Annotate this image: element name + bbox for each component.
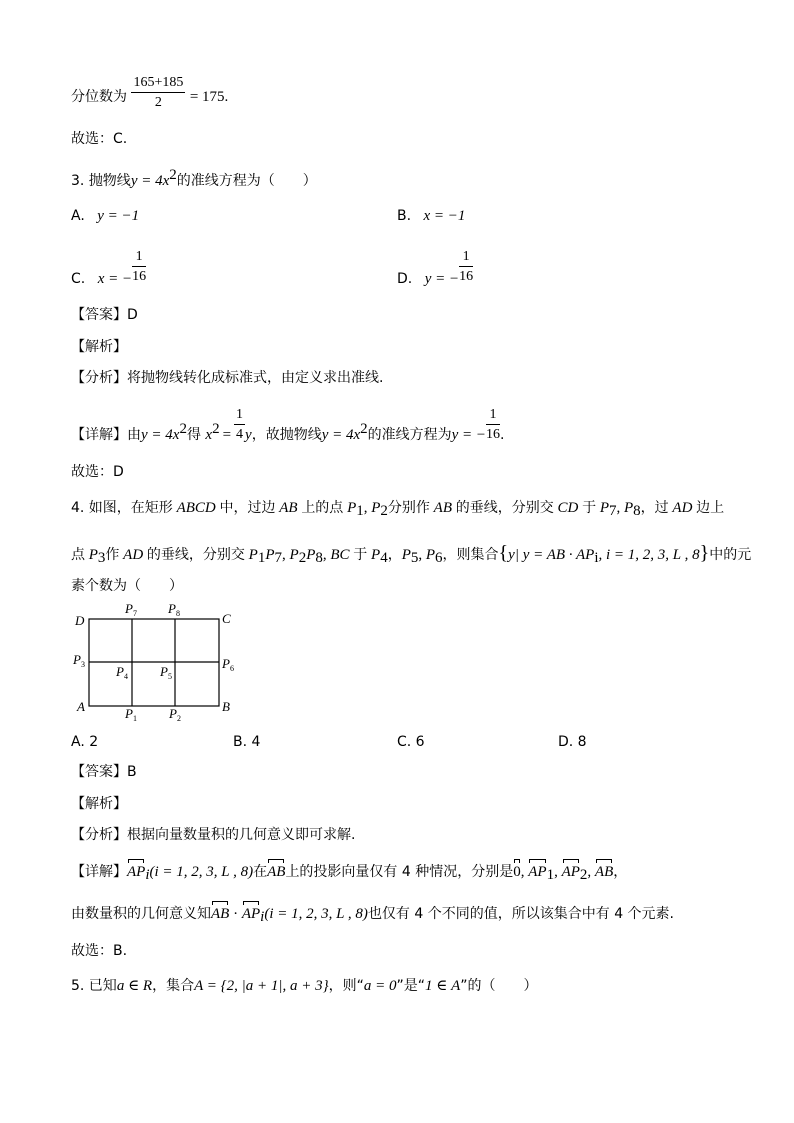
q3-detail-de: 得: [186, 427, 201, 443]
q5-text-d: ，则“: [328, 978, 364, 994]
q5-set: A = {2, |a + 1|, a + 3}: [194, 978, 329, 994]
q3-answer: 【答案】D: [71, 307, 138, 323]
q3-option-c-label: C.: [71, 271, 86, 287]
frac-denominator: 16: [132, 269, 147, 284]
sub-p7: 7: [133, 609, 137, 618]
q3-option-b-value: x = −1: [423, 208, 466, 224]
q3-detail-equals: =: [222, 427, 232, 443]
q4-detail: 【详解】$AP_i(i = 1$, 2, 3, L , 8)在AB上的投影向量仅有 4 种情况，分别是0, $AP_1$, $AP_2$, AB，: [71, 864, 628, 883]
sub-p2: 2: [177, 714, 181, 723]
q4-text-6: 于: [582, 500, 597, 516]
q4-text-14: ，则集合: [442, 547, 499, 563]
q4-conclusion-a: 由数量积的几何意义知: [71, 906, 211, 922]
q4-text-16: 素个数为（ ）: [71, 578, 183, 594]
q4-solution-heading: 【解析】: [71, 796, 127, 812]
q3-analysis: 【分析】将抛物线转化成标准式，由定义求出准线.: [71, 370, 384, 386]
q3-detail-y: y: [245, 427, 252, 443]
q5-text-h: ”的（ ）: [460, 978, 538, 994]
label-p3: P: [73, 652, 81, 667]
q5-text-c: ，集合: [152, 978, 195, 994]
label-p8: P: [168, 601, 176, 616]
q4-detail-range: (i = 1, 2, 3, L , 8): [149, 864, 254, 880]
q4-detail-mid: 在: [253, 864, 268, 880]
q4-text-12: 于: [353, 547, 368, 563]
q4-set-range: , i = 1, 2, 3, L , 8: [598, 547, 700, 563]
sub-p8: 8: [176, 609, 180, 618]
q4-detail-mid2: 上的投影向量仅有 4 种情况，分别是: [285, 864, 514, 880]
label-d: D: [75, 613, 85, 628]
q5-text-f: ”是“: [396, 978, 426, 994]
label-p6: P: [222, 656, 230, 671]
q4-line1: 4. 如图，在矩形 ABCD 中，过边 AB 上的点 $P_1$, $P_2$分别作 AB 的垂线，分别交 CD 于 $P_7$, $P_8$，过 AD 边上: [71, 500, 725, 519]
q3-option-b-label: B.: [397, 208, 412, 224]
q4-text-13: ，: [387, 547, 402, 563]
q3-option-c-value: x = −: [97, 271, 133, 287]
q4-analysis: 【分析】根据向量数量积的几何意义即可求解.: [71, 827, 356, 843]
q3-solution-heading: 【解析】: [71, 339, 127, 355]
q4-option-b: B. 4: [233, 734, 261, 750]
q4-option-d: D. 8: [558, 734, 587, 750]
text-median-value: = 175.: [189, 89, 229, 105]
q4-text-2: 中，过边: [219, 500, 276, 516]
q3-option-a-label: A.: [71, 208, 85, 224]
label-p1: P: [125, 706, 133, 721]
label-p4: P: [116, 664, 124, 679]
frac-numerator: 165+185: [131, 76, 185, 93]
q3-option-a: [71, 209, 139, 224]
frac-denominator: 16: [486, 427, 501, 442]
label-p2: P: [169, 706, 177, 721]
q3-detail-eq2: x: [205, 427, 213, 443]
q3-detail-end: .: [500, 427, 505, 443]
q4-text-1: 4. 如图，在矩形: [71, 500, 173, 516]
q4-text-7: ，过: [640, 500, 669, 516]
q4-detail-end: ，: [613, 864, 628, 880]
question-5: [71, 979, 538, 994]
q4-conclusion-c: 也仅有 4 个不同的值，所以该集合中有 4 个元素.: [367, 906, 675, 922]
q5-cond-a: a = 0: [363, 978, 397, 994]
q4-text-8: 边上: [696, 500, 725, 516]
label-p7: P: [125, 601, 133, 616]
sub-p1: 1: [133, 714, 137, 723]
sub-p4: 4: [124, 672, 128, 681]
q4-answer: 【答案】B: [71, 764, 137, 780]
rectangle-figure: [68, 600, 248, 725]
fraction-median: [131, 76, 185, 110]
q3-detail-mid2: 的准线方程为: [367, 427, 452, 443]
q5-condition: a ∈ R: [116, 978, 153, 994]
label-p5: P: [160, 664, 168, 679]
frac-numerator: 1: [234, 408, 245, 425]
q3-number: 3.: [71, 173, 85, 189]
fraction-d: [459, 250, 473, 284]
q3-detail-eq1: y = 4x: [141, 427, 180, 443]
q3-detail-mid: ，故抛物线: [251, 427, 322, 443]
q4-option-c: C. 6: [397, 734, 425, 750]
q4-line2: 点 $P_3$作 AD 的垂线，分别交 $P_1P_7$, $P_2P_8$, BC 于 $P_4$，$P_5$, $P_6$，则集合{y| y = AB · $AP_i$, i = 1, 2, 3, L , 8}中的元: [71, 542, 752, 566]
q3-text-a: 抛物线: [88, 173, 131, 189]
fraction-c: [132, 250, 146, 284]
q4-text-3: 上的点: [301, 500, 344, 516]
q5-text-a: 5. 已知: [71, 978, 117, 994]
q3-choice: 故选：D: [71, 464, 124, 480]
q3-option-d: [397, 249, 474, 287]
frac-numerator: 1: [132, 250, 146, 267]
q4-option-a: A. 2: [71, 734, 99, 750]
sub-p5: 5: [168, 672, 172, 681]
fraction-16: [486, 408, 500, 442]
q4-conclusion: 由数量积的几何意义知AB · $AP_i(i = 1$, 2, 3, L , 8)也仅有 4 个不同的值，所以该集合中有 4 个元素.: [71, 906, 675, 925]
q4-conclusion-range: (i = 1, 2, 3, L , 8): [264, 906, 368, 922]
frac-denominator: 4: [236, 427, 244, 442]
q3-detail-prefix: 【详解】由: [71, 427, 141, 443]
q3-option-b: [397, 209, 465, 224]
q4-detail-prefix: 【详解】: [71, 864, 127, 880]
q4-text-9: 点: [71, 547, 85, 563]
q4-text-10: 作: [105, 547, 120, 563]
q3-detail: 【详解】由$y = 4x^2$得 $x^2$ = $\frac{1}{4}$ y，故抛物线$y = 4x^2$的准线方程为y = − $\frac{1}{16}$ .: [71, 407, 505, 443]
label-b: B: [222, 699, 230, 714]
sub-p3: 3: [81, 660, 85, 669]
q3-option-d-label: D.: [397, 271, 413, 287]
q3-equation: y = 4x: [130, 173, 170, 189]
answer-choice-c: 故选：C.: [71, 131, 128, 147]
text-median-prefix: 分位数为: [71, 89, 127, 105]
q3-detail-eq3: y = 4x: [321, 427, 361, 443]
q4-set-expression: y| y = AB · AP: [508, 547, 595, 563]
q3-text-b: 的准线方程为（ ）: [176, 173, 317, 189]
q3-option-a-value: y = −1: [97, 208, 140, 224]
frac-numerator: 1: [486, 408, 500, 425]
frac-numerator: 1: [459, 250, 473, 267]
q4-text-4: 分别作: [387, 500, 430, 516]
label-a: A: [77, 699, 85, 714]
question-3: 3. 抛物线$y = 4x^2$的准线方程为（ ）: [71, 167, 317, 189]
frac-denominator: 2: [154, 95, 162, 110]
frac-denominator: 16: [459, 269, 474, 284]
label-c: C: [222, 611, 231, 626]
q4-text-11: 的垂线，分别交: [146, 547, 245, 563]
q3-option-c: [71, 249, 147, 287]
q5-cond-b: 1 ∈ A: [425, 978, 461, 994]
q3-option-d-value: y = −: [424, 271, 460, 287]
q4-text-15: 中的元: [709, 547, 752, 563]
q4-choice: 故选：B.: [71, 943, 128, 959]
q3-detail-eq4: y = −: [451, 427, 487, 443]
fraction-quarter: [234, 408, 245, 442]
sub-p6: 6: [230, 664, 234, 673]
q4-text-5: 的垂线，分别交: [455, 500, 554, 516]
median-line: [71, 75, 229, 114]
